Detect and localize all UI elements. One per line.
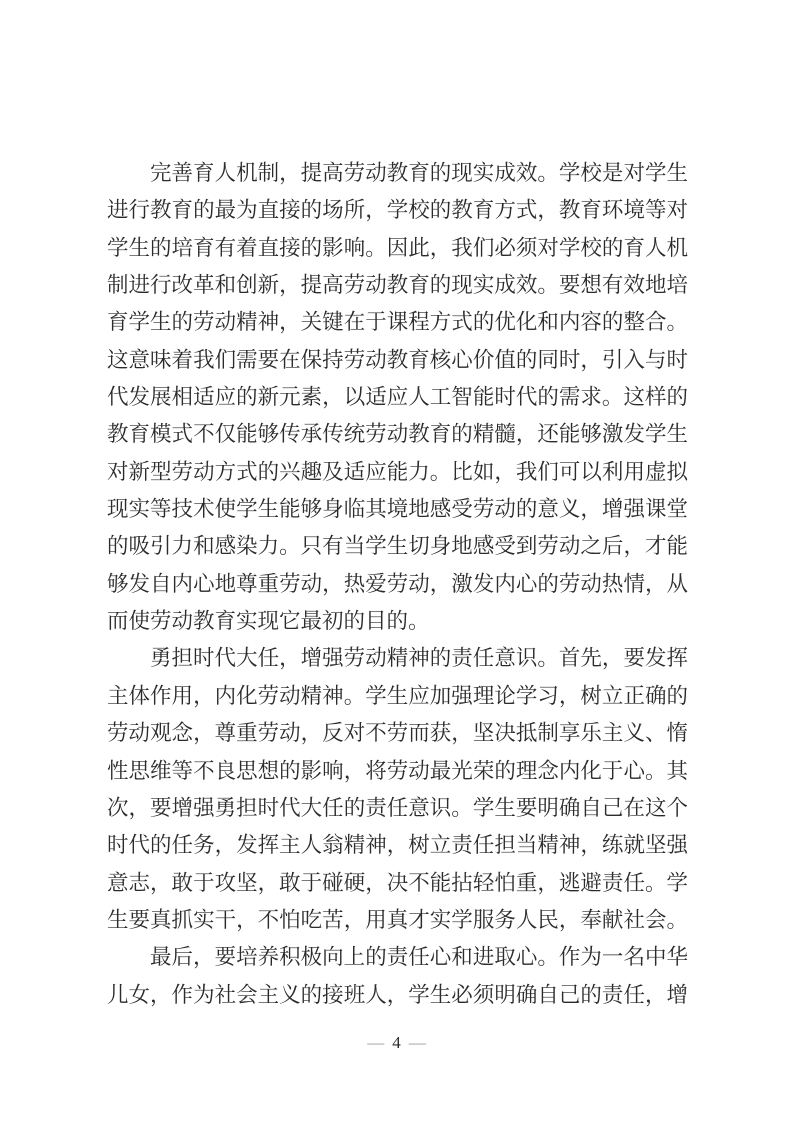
page-number: 4 — [392, 1033, 401, 1052]
text-line: 现实等技术使学生能够身临其境地感受劳动的意义，增强课堂 — [107, 497, 688, 522]
document-body — [107, 155, 688, 1014]
text-line: 学生的培育有着直接的影响。因此，我们必须对学校的育人机 — [107, 235, 688, 260]
text-line: 这意味着我们需要在保持劳动教育核心价值的同时，引入与时 — [107, 347, 688, 372]
text-line: 性思维等不良思想的影响，将劳动最光荣的理念内化于心。其 — [107, 758, 688, 783]
text-line: 而使劳动教育实现它最初的目的。 — [107, 609, 430, 634]
text-line: 生要真抓实干，不怕吃苦，用真才实学服务人民，奉献社会。 — [107, 907, 688, 932]
text-line: 教育模式不仅能够传承传统劳动教育的精髓，还能够激发学生 — [107, 422, 688, 447]
text-line: 劳动观念，尊重劳动，反对不劳而获，坚决抵制享乐主义、惰 — [107, 721, 688, 746]
footer-dash-right: — — [408, 1033, 426, 1052]
text-line: 的吸引力和感染力。只有当学生切身地感受到劳动之后，才能 — [107, 534, 688, 559]
text-line: 次，要增强勇担时代大任的责任意识。学生要明确自己在这个 — [107, 795, 688, 820]
paragraph — [107, 155, 688, 640]
text-line: 儿女，作为社会主义的接班人，学生必须明确自己的责任，增 — [107, 982, 688, 1007]
text-line: 最后，要培养积极向上的责任心和进取心。作为一名中华 — [150, 945, 688, 970]
text-line: 勇担时代大任，增强劳动精神的责任意识。首先，要发挥 — [150, 646, 688, 671]
text-line: 意志，敢于攻坚，敢于碰硬，决不能拈轻怕重，逃避责任。学 — [107, 870, 688, 895]
text-line: 时代的任务，发挥主人翁精神，树立责任担当精神，练就坚强 — [107, 833, 688, 858]
page-footer — [0, 1031, 793, 1055]
text-line: 对新型劳动方式的兴趣及适应能力。比如，我们可以利用虚拟 — [107, 459, 688, 484]
text-line: 主体作用，内化劳动精神。学生应加强理论学习，树立正确的 — [107, 683, 688, 708]
footer-dash-left: — — [367, 1033, 385, 1052]
text-line: 够发自内心地尊重劳动，热爱劳动，激发内心的劳动热情，从 — [107, 571, 688, 596]
text-line: 代发展相适应的新元素，以适应人工智能时代的需求。这样的 — [107, 385, 688, 410]
text-line: 进行教育的最为直接的场所，学校的教育方式，教育环境等对 — [107, 198, 688, 223]
text-line: 育学生的劳动精神，关键在于课程方式的优化和内容的整合。 — [107, 310, 688, 335]
text-line: 制进行改革和创新，提高劳动教育的现实成效。要想有效地培 — [107, 273, 688, 298]
paragraph — [107, 939, 688, 1014]
paragraph — [107, 640, 688, 939]
text-line: 完善育人机制，提高劳动教育的现实成效。学校是对学生 — [150, 161, 688, 185]
